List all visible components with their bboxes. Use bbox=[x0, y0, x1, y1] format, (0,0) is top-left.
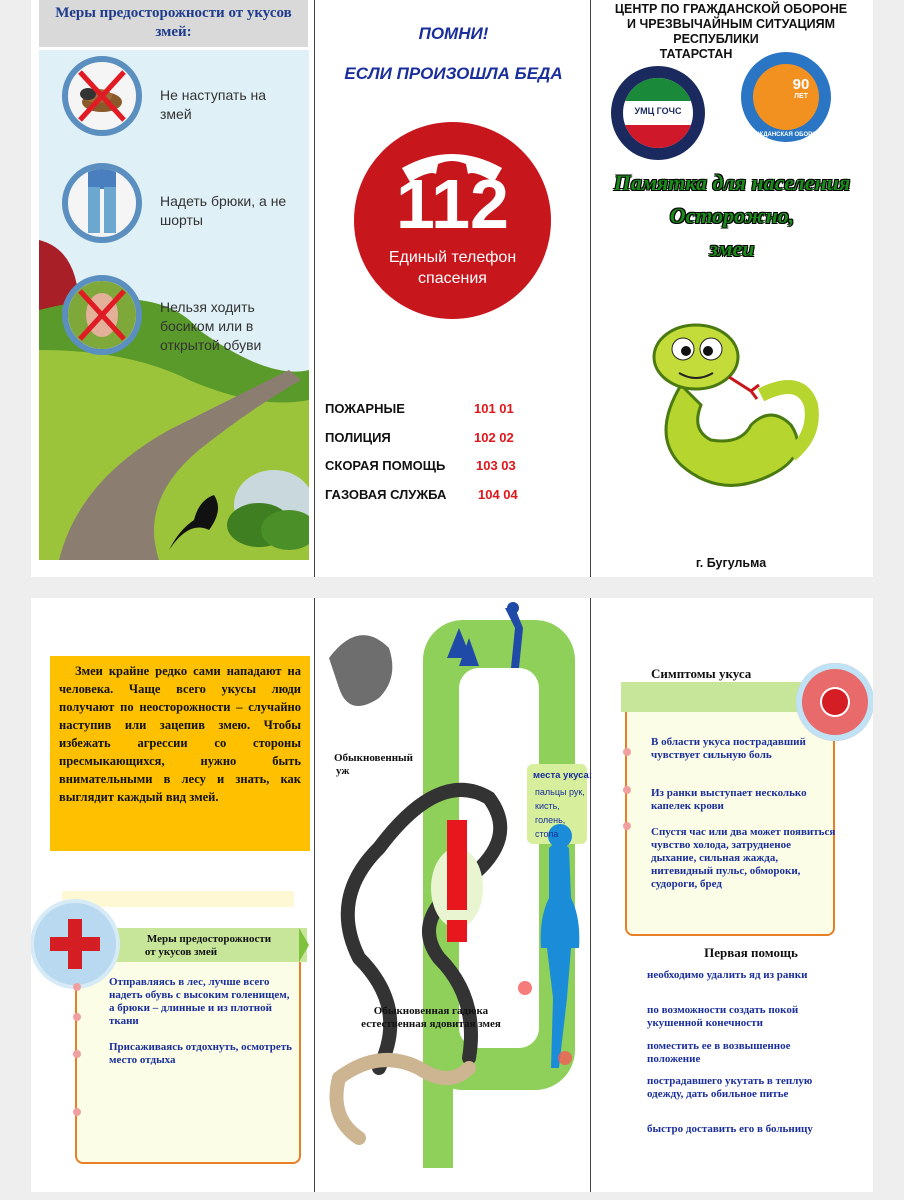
precautions-card-title-1: Меры предосторожности bbox=[146, 933, 272, 945]
symptoms-title: Симптомы укуса bbox=[651, 666, 752, 681]
precautions-title: Меры предосторожности от укусов змей: bbox=[39, 0, 308, 47]
bullet-dot bbox=[623, 786, 631, 794]
viper-label-1: Обыкновенная гадюка bbox=[373, 1005, 489, 1017]
brochure-outer-sheet bbox=[31, 0, 873, 577]
precaution-item-2: Присаживаясь отдохнуть, осмотреть место отдыха bbox=[109, 1041, 292, 1066]
intro-box: Змеи крайне редко сами нападают на человека. Чаще всего укусы люди получают по неосторожности – случайно наступив или зацепив змею. Чтобы избежать агрессии со стороны пресмыкающихся, нужно быть внимательными в лесу и знать, как выглядит каждый вид змей. bbox=[50, 656, 310, 851]
memo-heading: Памятка для населения bbox=[613, 170, 851, 195]
viper-label-2: естественная ядовитая змея bbox=[361, 1018, 501, 1030]
symptom-item-2: Из ранки выступает несколько капелек крови bbox=[651, 787, 807, 812]
bullet-dot bbox=[73, 983, 81, 991]
symptom-item-1: В области укуса пострадавший чувствует сильную боль bbox=[651, 736, 806, 761]
emergency-caption-1: Единый телефон bbox=[388, 249, 517, 266]
logo-arc-text: ГРАЖДАНСКАЯ ОБОРОНА bbox=[746, 132, 826, 138]
grass-snake-label-2: уж bbox=[336, 765, 350, 777]
logo-90-sub: ЛЕТ bbox=[794, 93, 808, 100]
fold-line-2 bbox=[590, 0, 591, 577]
symptom-item-3: Спустя час или два может появиться чувство холода, затрудненое дыхание, сильная жажда, нитевидный пульс, обмороки, судороги, бред bbox=[651, 826, 836, 890]
logo-90-number: 90 bbox=[792, 76, 810, 93]
tip-circle-3 bbox=[62, 275, 142, 355]
bite-place-item: голень, bbox=[535, 815, 566, 825]
symptoms-target-circle bbox=[796, 663, 873, 741]
org-line-2: И ЧРЕЗВЫЧАЙНЫМ СИТУАЦИЯМ bbox=[627, 17, 835, 31]
tip-text-2: Надеть брюки, а не шорты bbox=[160, 193, 287, 228]
first-aid-item-1: необходимо удалить яд из ранки bbox=[647, 969, 808, 981]
service-number-gas: 104 04 bbox=[478, 487, 518, 502]
fold-line-1 bbox=[314, 0, 315, 577]
service-name-gas: ГАЗОВАЯ СЛУЖБА bbox=[325, 487, 447, 502]
bite-place-item: пальцы рук, bbox=[535, 787, 585, 797]
bite-place-item: стопа bbox=[535, 829, 559, 839]
bullet-dot bbox=[73, 1108, 81, 1116]
umc-logo-text: УМЦ ГОЧС bbox=[634, 106, 682, 116]
fold-line-3 bbox=[314, 598, 315, 1192]
barefoot-icon bbox=[68, 281, 136, 349]
bullet-dot bbox=[623, 822, 631, 830]
remember-heading: ПОМНИ! bbox=[418, 24, 489, 43]
first-aid-item-3: поместить ее в возвышенное положение bbox=[647, 1040, 791, 1065]
precautions-illustration bbox=[39, 50, 309, 560]
service-name-fire: ПОЖАРНЫЕ bbox=[325, 401, 405, 416]
first-aid-item-2: по возможности создать покой укушенной конечности bbox=[647, 1004, 799, 1029]
if-trouble-heading: ЕСЛИ ПРОИЗОШЛА БЕДА bbox=[344, 64, 563, 83]
emergency-number: 112 bbox=[396, 165, 509, 243]
tip-text-1: Не наступать на змей bbox=[160, 87, 267, 122]
target-center bbox=[822, 689, 848, 715]
tip-text-3: Нельзя ходить босиком или в открытой обуви bbox=[160, 299, 262, 353]
bite-places-title: места укуса: bbox=[533, 770, 592, 781]
civil-defense-logo bbox=[741, 52, 831, 142]
umc-logo bbox=[611, 66, 705, 160]
first-aid-cross-circle bbox=[34, 903, 116, 985]
bite-places-list bbox=[535, 785, 595, 841]
emergency-112-badge bbox=[354, 122, 551, 319]
bullet-dot bbox=[623, 748, 631, 756]
first-aid-item-5: быстро доставить его в больницу bbox=[647, 1123, 813, 1135]
bullet-dot bbox=[73, 1013, 81, 1021]
brochure-inner-sheet bbox=[31, 598, 873, 1192]
service-number-police: 102 02 bbox=[474, 430, 514, 445]
snake-infographic bbox=[319, 598, 587, 1192]
org-line-3: РЕСПУБЛИКИ bbox=[673, 32, 759, 46]
red-cross-horizontal bbox=[50, 937, 100, 951]
service-number-fire: 101 01 bbox=[474, 401, 514, 416]
snakes-heading: змеи bbox=[709, 236, 755, 261]
grass-snake-label-1: Обыкновенный bbox=[334, 752, 413, 764]
precautions-top-strip bbox=[62, 891, 294, 907]
fold-line-4 bbox=[590, 598, 591, 1192]
cartoon-snake-illustration bbox=[641, 315, 821, 505]
tip-circle-2 bbox=[62, 163, 142, 243]
caution-heading: Осторожно, bbox=[669, 203, 795, 228]
service-name-police: ПОЛИЦИЯ bbox=[325, 430, 391, 445]
trousers-icon bbox=[68, 169, 136, 237]
city-label: г. Бугульма bbox=[695, 556, 767, 570]
first-aid-title: Первая помощь bbox=[704, 945, 798, 960]
precautions-card-title-2: от укусов змей bbox=[144, 946, 218, 958]
precautions-arrow bbox=[299, 928, 309, 962]
first-aid-item-4: пострадавшего укутать в теплую одежду, дать обильное питье bbox=[647, 1075, 813, 1100]
umc-logo-inner bbox=[623, 78, 693, 148]
bullet-dot bbox=[73, 1050, 81, 1058]
precaution-item-1: Отправляясь в лес, лучше всего надеть обувь с высоким голенищем, а брюки – длинные и из плотной ткани bbox=[109, 976, 290, 1027]
emergency-caption-2: спасения bbox=[418, 270, 487, 287]
bite-place-item: кисть, bbox=[535, 801, 560, 811]
org-line-4: ТАТАРСТАН bbox=[659, 47, 733, 61]
service-number-ambulance: 103 03 bbox=[476, 458, 516, 473]
snake-icon bbox=[68, 62, 136, 130]
service-name-ambulance: СКОРАЯ ПОМОЩЬ bbox=[325, 458, 446, 473]
org-line-1: ЦЕНТР ПО ГРАЖДАНСКОЙ ОБОРОНЕ bbox=[614, 2, 848, 16]
tip-circle-1 bbox=[62, 56, 142, 136]
